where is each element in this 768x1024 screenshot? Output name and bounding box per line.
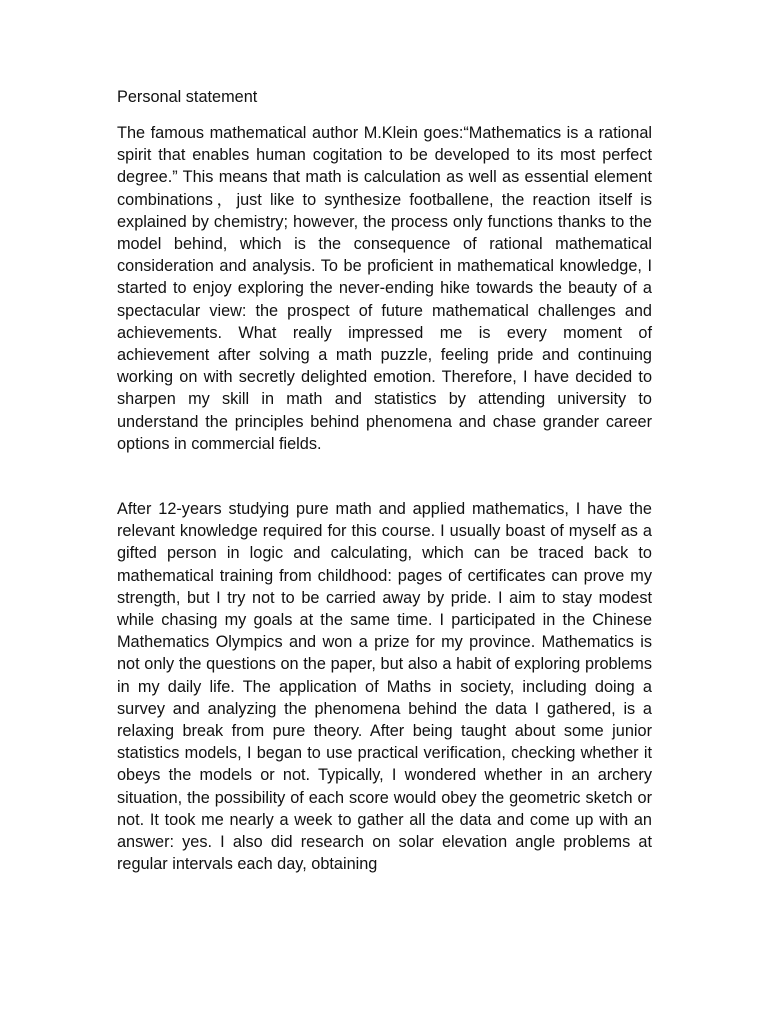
- paragraph-introduction: The famous mathematical author M.Klein goes:“Mathematics is a rational spirit that enables human cogitation to be developed to its most perfect degree.” This means that math is calculation as well as essential element combinations，just like to synthesize footballene, the reaction itself is explained by chemistry; however, the process only functions thanks to the model behind, which is the consequence of rational mathematical consideration and analysis. To be proficient in mathematical knowledge, I started to enjoy exploring the never-ending hike towards the beauty of a spectacular view: the prospect of future mathematical challenges and achievements. What really impressed me is every moment of achievement after solving a math puzzle, feeling pride and continuing working on with secretly delighted emotion. Therefore, I have decided to sharpen my skill in math and statistics by attending university to understand the principles behind phenomena and chase grander career options in commercial fields.: [117, 124, 652, 453]
- paragraph-experience: After 12-years studying pure math and applied mathematics, I have the relevant knowledge required for this course. I usually boast of myself as a gifted person in logic and calculating, which can be traced back to mathematical training from childhood: pages of certificates can prove my strength, but I try not to be carried away by pride. I aim to stay modest while chasing my goals at the same time. I participated in the Chinese Mathematics Olympics and won a prize for my province. Mathematics is not only the questions on the paper, but also a habit of exploring problems in my daily life. The application of Maths in society, including doing a survey and analyzing the phenomena behind the data I gathered, is a relaxing break from pure theory. After being taught about some junior statistics models, I began to use practical verification, checking whether it obeys the models or not. Typically, I wondered whether in an archery situation, the possibility of each score would obey the geometric sketch or not. It took me nearly a week to gather all the data and come up with an answer: yes. I also did research on solar elevation angle problems at regular intervals each day, obtaining: [117, 500, 652, 874]
- document-body: [117, 86, 652, 876]
- document-title: Personal statement: [117, 88, 258, 106]
